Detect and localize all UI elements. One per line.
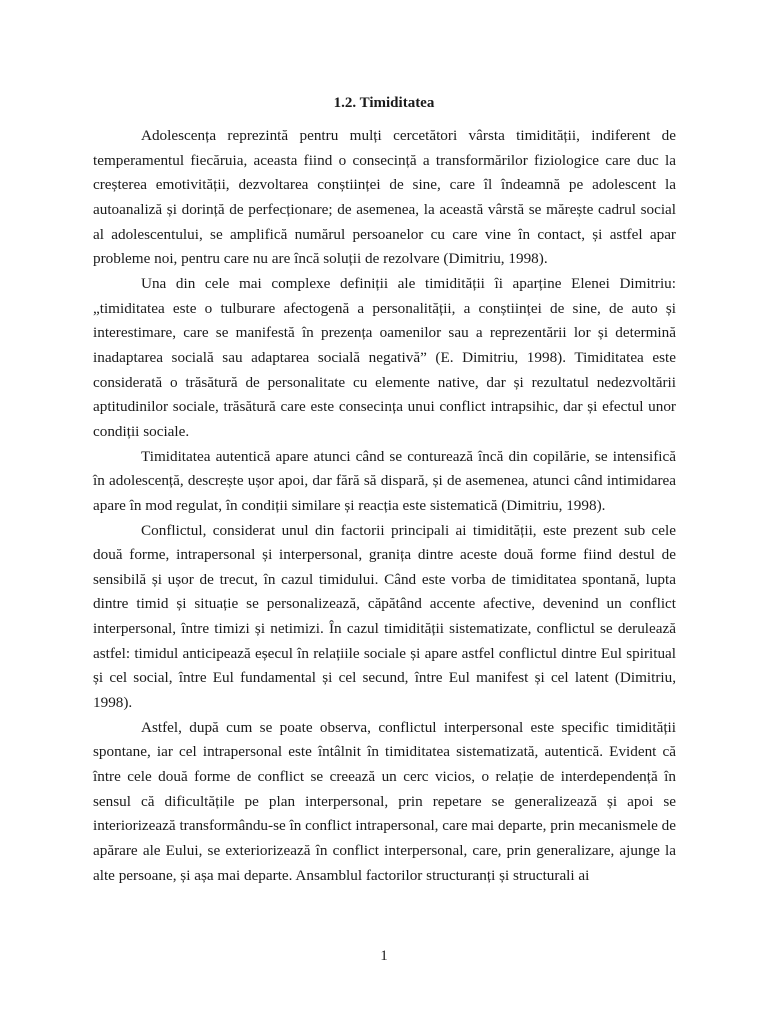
paragraph: Astfel, după cum se poate observa, conflictul interpersonal este specific timidității spontane, iar cel intrapersonal este întâlnit în timiditatea sistematizată, autentică. Evident că între cele două forme de conflict se creează un cerc vicios, o relație de interdependență în sensul că dificultățile pe plan interpersonal, prin repetare se generalizează și apoi se interiorizează transformându-se în conflict intrapersonal, care mai departe, prin mecanismele de apărare ale Eului, se exteriorizează în conflict interpersonal, care, prin generalizare, ajunge la alte persoane, și așa mai departe. Ansamblul factorilor structuranți și structurali ai bbox=[93, 718, 676, 884]
paragraph: Una din cele mai complexe definiții ale timidității îi aparține Elenei Dimitriu: „timiditatea este o tulburare afectogenă a personalității, a conștiinței de sine, de auto și interestimare, care se manifestă în prezența oamenilor sau a reprezentării lor și determină inadaptarea socială sau adaptarea socială negativă” (E. Dimitriu, 1998). Timiditatea este considerată o trăsătură de personalitate cu elemente native, dar și rezultatul nedezvoltării aptitudinilor sociale, trăsătură care este consecința unui conflict intrapsihic, dar și efectul unor condiții sociale. bbox=[93, 274, 676, 440]
document-body bbox=[93, 124, 676, 888]
paragraph: Conflictul, considerat unul din factorii principali ai timidității, este prezent sub cele două forme, intrapersonal și interpersonal, granița dintre aceste două forme fiind destul de sensibilă și ușor de trecut, în cazul timidului. Când este vorba de timiditatea spontană, lupta dintre timid și situație se personalizează, căpătând accente afective, devenind un conflict interpersonal, între timizi și netimizi. În cazul timidității sistematizate, conflictul se derulează astfel: timidul anticipează eșecul în relațiile sociale și apare astfel conflictul dintre Eul spiritual și cel social, între Eul fundamental și cel secund, între Eul manifest și cel latent (Dimitriu, 1998). bbox=[93, 521, 676, 712]
paragraph: Adolescența reprezintă pentru mulți cercetători vârsta timidității, indiferent de temperamentul fiecăruia, aceasta fiind o consecință a transformărilor fiziologice care duc la creșterea emotivității, dezvoltarea conștiinței de sine, care îl îndeamnă pe adolescent la autoanaliză și dorință de perfecționare; de asemenea, la această vârstă se mărește cadrul social al adolescentului, se amplifică numărul persoanelor cu care vine în contact, și astfel apar probleme noi, pentru care nu are încă soluții de rezolvare (Dimitriu, 1998). bbox=[93, 127, 676, 268]
paragraph: Timiditatea autentică apare atunci când se conturează încă din copilărie, se intensifică în adolescență, descrește ușor apoi, dar fără să dispară, și de asemenea, atunci când intimidarea apare în mod regulat, în condiții similare și reacția este sistematică (Dimitriu, 1998). bbox=[93, 447, 676, 514]
page-number: 1 bbox=[380, 948, 388, 964]
section-title: 1.2. Timiditatea bbox=[333, 95, 435, 111]
